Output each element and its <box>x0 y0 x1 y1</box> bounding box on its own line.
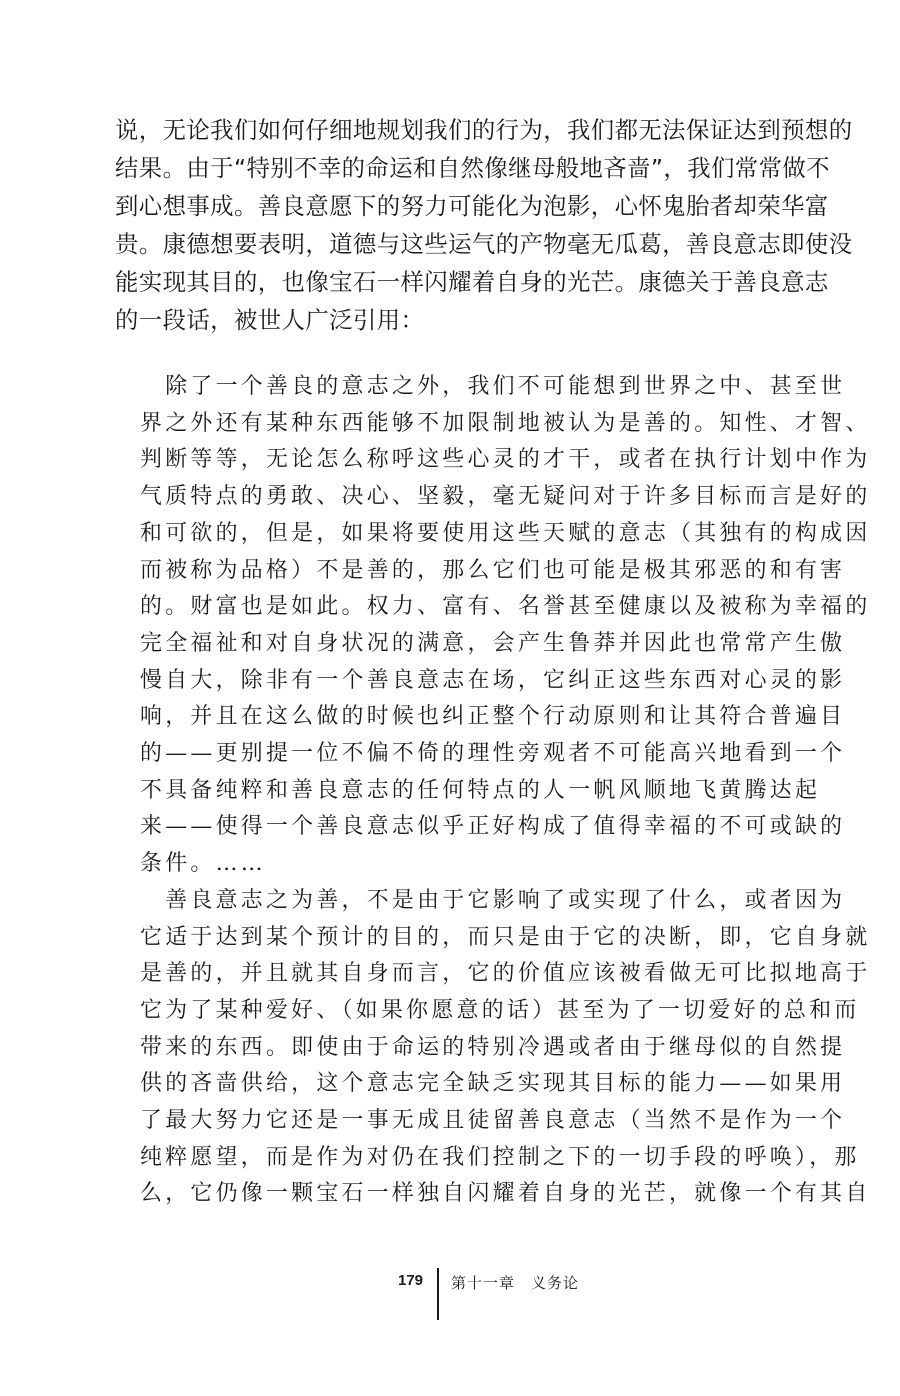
quote-line: 界之外还有某种东西能够不加限制地被认为是善的。知性、才智、 <box>140 410 871 436</box>
quote-line: 响，并且在这么做的时候也纠正整个行动原则和让其符合普遍目 <box>140 704 846 730</box>
page-footer <box>0 1266 900 1326</box>
quote-line: 慢自大，除非有一个善良意志在场，它纠正这些东西对心灵的影 <box>140 667 846 693</box>
quote-line: 么，它仍像一颗宝石一样独自闪耀着自身的光芒，就像一个有其自 <box>140 1181 871 1207</box>
text-line: 能实现其目的，也像宝石一样闪耀着自身的光芒。康德关于善良意志 <box>115 268 829 296</box>
text-line: 的一段话，被世人广泛引用： <box>115 306 425 334</box>
block-quote <box>140 369 871 1213</box>
quote-line: 除了一个善良的意志之外，我们不可能想到世界之中、甚至世 <box>140 374 846 399</box>
quote-line: 了最大努力它还是一事无成且徒留善良意志（当然不是作为一个 <box>140 1108 846 1134</box>
quote-line: 和可欲的，但是，如果将要使用这些天赋的意志（其独有的构成因 <box>140 520 871 546</box>
quote-line: 它为了某种爱好、（如果你愿意的话）甚至为了一切爱好的总和而 <box>140 997 860 1023</box>
text-line: 贵。康德想要表明，道德与这些运气的产物毫无瓜葛，善良意志即使没 <box>115 230 853 258</box>
quote-line: 完全福祉和对自身状况的满意，会产生鲁莽并因此也常常产生傲 <box>140 630 846 656</box>
quote-line: 来——使得一个善良意志似乎正好构成了值得幸福的不可或缺的 <box>140 814 846 840</box>
quote-line: 的——更别提一位不偏不倚的理性旁观者不可能高兴地看到一个 <box>140 741 846 767</box>
quote-line: 供的吝啬供给，这个意志完全缺乏实现其目标的能力——如果用 <box>140 1071 846 1097</box>
text-line: 到心想事成。善良意愿下的努力可能化为泡影，心怀鬼胎者却荣华富 <box>115 192 829 220</box>
footer-divider <box>437 1268 439 1320</box>
quote-line: 纯粹愿望，而是作为对仍在我们控制之下的一切手段的呼唤），那 <box>140 1144 860 1170</box>
quote-line: 不具备纯粹和善良意志的任何特点的人一帆风顺地飞黄腾达起 <box>140 777 821 803</box>
page-number: 179 <box>398 1272 424 1289</box>
quote-line: 是善的，并且就其自身而言，它的价值应该被看做无可比拟地高于 <box>140 961 871 987</box>
quote-line: 善良意志之为善，不是由于它影响了或实现了什么，或者因为 <box>140 887 846 913</box>
quote-line: 判断等等，无论怎么称呼这些心灵的才干，或者在执行计划中作为 <box>140 447 871 473</box>
text-line: 结果。由于“特别不幸的命运和自然像继母般地吝啬”，我们常常做不 <box>115 154 830 182</box>
text-line: 说，无论我们如何仔细地规划我们的行为，我们都无法保证达到预想的 <box>115 116 853 144</box>
quote-line: 带来的东西。即使由于命运的特别冷遇或者由于继母似的自然提 <box>140 1034 846 1060</box>
quote-line: 气质特点的勇敢、决心、坚毅，毫无疑问对于许多目标而言是好的 <box>140 484 871 510</box>
quote-line: 条件。…… <box>140 851 266 877</box>
chapter-title: 第十一章 义务论 <box>451 1274 580 1292</box>
body-paragraph <box>115 111 853 339</box>
quote-line: 的。财富也是如此。权力、富有、名誉甚至健康以及被称为幸福的 <box>140 594 871 620</box>
quote-line: 而被称为品格）不是善的，那么它们也可能是极其邪恶的和有害 <box>140 557 846 583</box>
quote-line: 它适于达到某个预计的目的，而只是由于它的决断，即，它自身就 <box>140 924 871 950</box>
